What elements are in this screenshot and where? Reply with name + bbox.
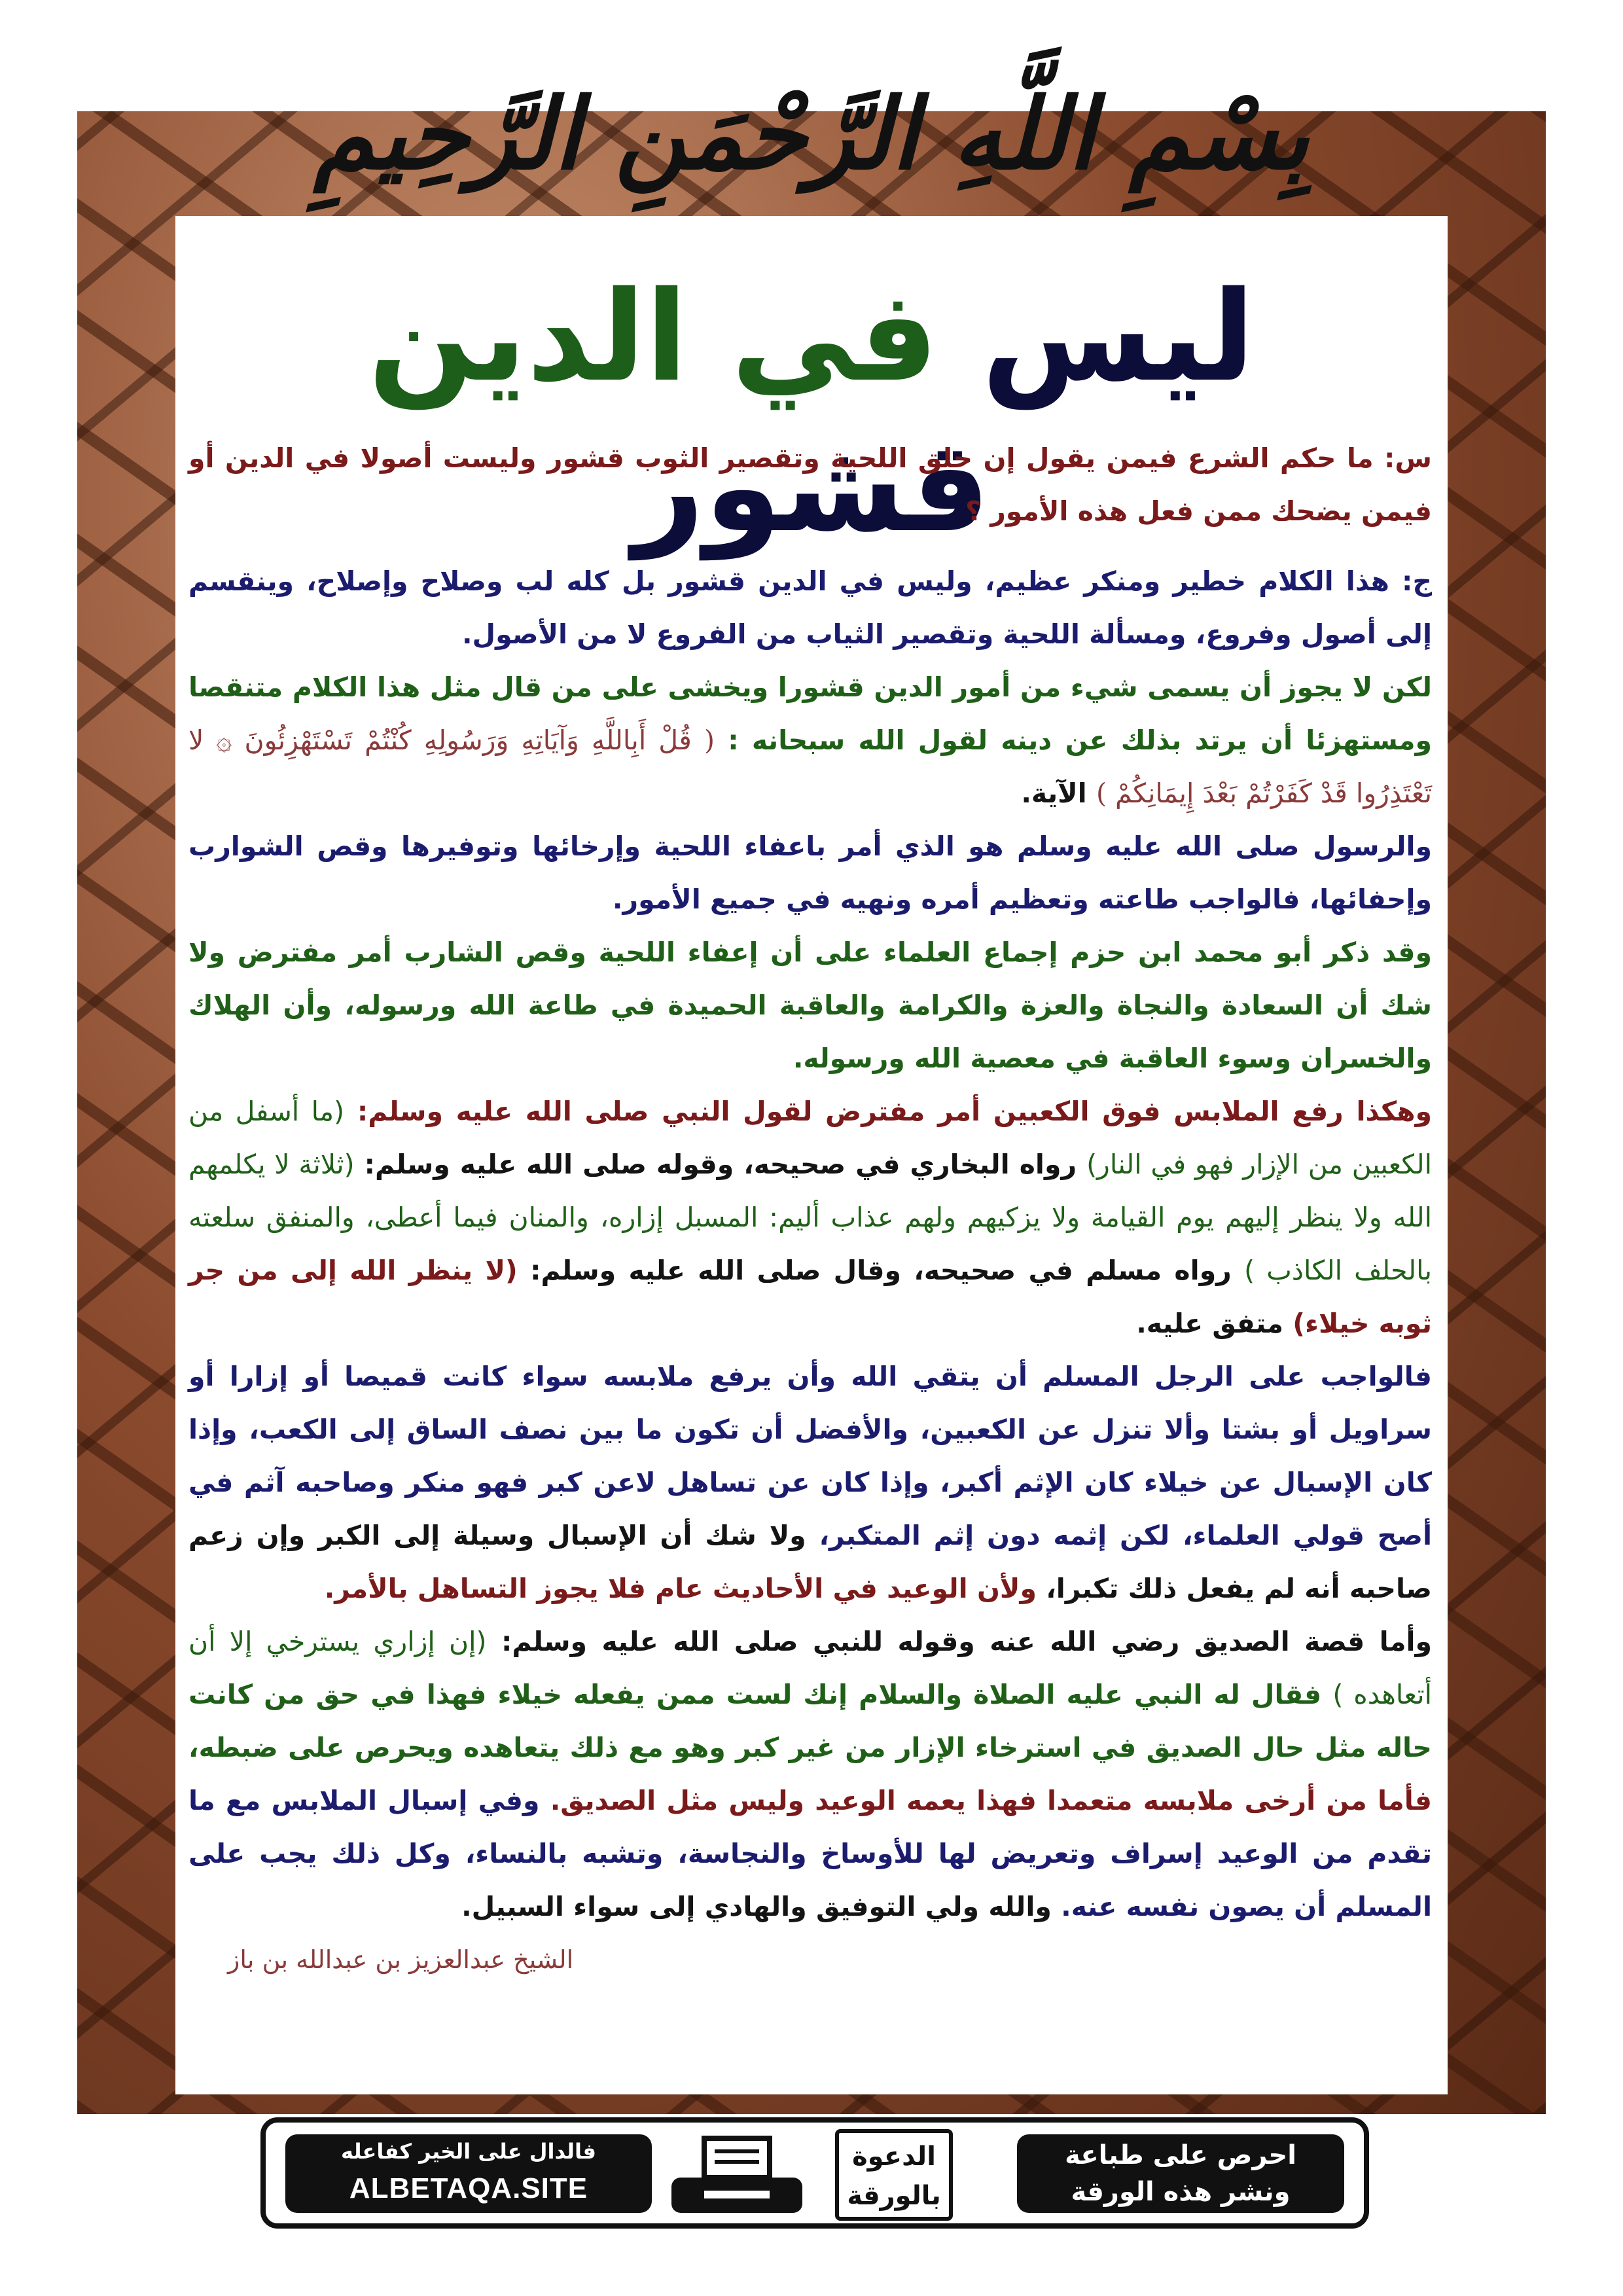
question-text: س: ما حكم الشرع فيمن يقول إن حلق اللحية وتقصير الثوب قشور وليست أصولا في الدين أو فيمن يضحك ممن فعل هذه الأمور ؟ xyxy=(188,442,1432,527)
answer-paragraph-3: والرسول صلى الله عليه وسلم هو الذي أمر باعفاء اللحية وإرخائها وتوفيرها وقص الشوارب وإحفائها، فالواجب طاعته وتعظيم أمره ونهيه في جميع الأمور. xyxy=(188,831,1432,915)
paragraph-5-intro: وهكذا رفع الملابس فوق الكعبين أمر مفترض لقول النبي صلى الله عليه وسلم: xyxy=(357,1096,1432,1127)
answer-paragraph-1: ج: هذا الكلام خطير ومنكر عظيم، وليس في الدين قشور بل كله لب وصلاح وإصلاح، وينقسم إلى أصول وفروع، ومسألة اللحية وتقصير الثياب من الفروع لا من الأصول. xyxy=(188,565,1432,650)
print-appeal-box xyxy=(1017,2134,1344,2213)
paragraph-2-text: لكن لا يجوز أن يسمى شيء من أمور الدين قشورا ويخشى على من قال مثل هذا الكلام متنقصا ومستهزئا أن يرتد بذلك عن دينه لقول الله سبحانه : xyxy=(188,672,1432,756)
hadith-2: (ثلاثة لا يكلمهم الله ولا ينظر إليهم يوم القيامة ولا يزكيهم ولهم عذاب أليم: المسبل إزاره، والمنان فيما أعطى، والمنفق سلعته بالحلف الكاذب ) xyxy=(188,1149,1433,1286)
website-slogan: فالدال على الخير كفاعله xyxy=(341,2139,596,2164)
dawah-logo xyxy=(835,2129,953,2221)
hadith-3-source: متفق عليه. xyxy=(1136,1308,1283,1339)
printer-icon xyxy=(665,2136,809,2221)
verse-suffix: الآية. xyxy=(1021,778,1087,809)
basmala-calligraphy: بِسْمِ اللَّهِ الرَّحْمَنِ الرَّحِيمِ xyxy=(313,77,1310,192)
hadith-4: (إن إزاري يسترخي إلا أن أتعاهده ) xyxy=(188,1626,1433,1710)
article-body xyxy=(188,432,1432,2108)
hadith-1-source: رواه البخاري في صحيحه، وقوله صلى الله عليه وسلم: xyxy=(364,1149,1077,1180)
footer-banner xyxy=(260,2117,1369,2229)
paragraph-7-closing: وفي إسبال الملابس مع ما تقدم من الوعيد إسراف وتعريض لها للأوساخ والنجاسة، وتشبه بالنساء، وكل ذلك يجب على المسلم أن يصون نفسه عنه. xyxy=(188,1785,1432,1922)
author-signature: الشيخ عبدالعزيز بن عبدالله بن باز xyxy=(228,1945,574,1974)
paragraph-6-text: فالواجب على الرجل المسلم أن يتقي الله وأن يرفع ملابسه سواء كانت قميصا أو إزارا أو سراويل أو بشتا وألا تنزل عن الكعبين، والأفضل أن تكون ما بين نصف الساق إلى الكعب، وإذا كان الإسبال عن خيلاء كان الإثم أكبر، وإذا كان عن تساهل لاعن كبر فهو منكر وصاحبه آثم في أصح قولي العلماء، لكن إثمه دون إثم المتكبر، xyxy=(188,1361,1432,1551)
answer-paragraph-2 xyxy=(188,661,1432,820)
logo-line-2: بالورقة xyxy=(847,2181,941,2211)
quran-verse: ( قُلْ أَبِاللَّهِ وَآيَاتِهِ وَرَسُولِهِ كُنْتُمْ تَسْتَهْزِئُونَ ۞ لا تَعْتَذِرُوا قَدْ كَفَرْتُمْ بَعْدَ إِيمَانِكُمْ ) xyxy=(188,725,1432,809)
paragraph-7-intro: وأما قصة الصديق رضي الله عنه وقوله للنبي صلى الله عليه وسلم: xyxy=(501,1626,1433,1657)
paragraph-7-warning: فأما من أرخى ملابسه متعمدا فهذا يعمه الوعيد وليس مثل الصديق. xyxy=(550,1785,1433,1816)
title-word-4: قشور xyxy=(632,415,991,560)
print-appeal-line-2: ونشر هذه الورقة xyxy=(1071,2177,1291,2207)
closing-prayer: والله ولي التوفيق والهادي إلى سواء السبيل. xyxy=(461,1891,1052,1922)
title-word-2: في xyxy=(731,264,938,409)
title-word-1: ليس xyxy=(982,264,1255,409)
answer-paragraph-5 xyxy=(188,1085,1432,1350)
paragraph-7-text: فقال له النبي عليه الصلاة والسلام إنك لست ممن يفعله خيلاء فهذا في حق من كانت حاله مثل حال الصديق في استرخاء الإزار من غير كبر وهو مع ذلك يتعاهده ويحرص على ضبطه، xyxy=(188,1679,1432,1763)
paragraph-6-middle: ولا شك أن الإسبال وسيلة إلى الكبر وإن زعم صاحبه أنه لم يفعل ذلك تكبرا، xyxy=(188,1520,1432,1604)
logo-line-1: الدعوة xyxy=(852,2142,936,2172)
hadith-3: (لا ينظر الله إلى من جر ثوبه خيلاء) xyxy=(188,1255,1432,1339)
print-appeal-line-1: احرص على طباعة xyxy=(1065,2140,1296,2170)
answer-paragraph-4: وقد ذكر أبو محمد ابن حزم إجماع العلماء على أن إعفاء اللحية وقص الشارب أمر مفترض ولا شك أن السعادة والنجاة والعزة والكرامة والعاقبة الحميدة في طاعة الله ورسوله، وأن الهلاك والخسران وسوء العاقبة في معصية الله ورسوله. xyxy=(188,937,1432,1074)
hadith-2-source: رواه مسلم في صحيحه، وقال صلى الله عليه وسلم: xyxy=(530,1255,1232,1286)
answer-paragraph-7 xyxy=(188,1615,1433,1974)
website-box xyxy=(285,2134,652,2213)
paragraph-6-end: ولأن الوعيد في الأحاديث عام فلا يجوز التساهل بالأمر. xyxy=(324,1573,1037,1604)
hadith-1: (ما أسفل من الكعبين من الإزار فهو في النار) xyxy=(188,1096,1432,1180)
website-url[interactable]: ALBETAQA.SITE xyxy=(349,2172,588,2204)
answer-paragraph-6 xyxy=(188,1350,1432,1615)
title-word-3: الدين xyxy=(368,264,688,409)
